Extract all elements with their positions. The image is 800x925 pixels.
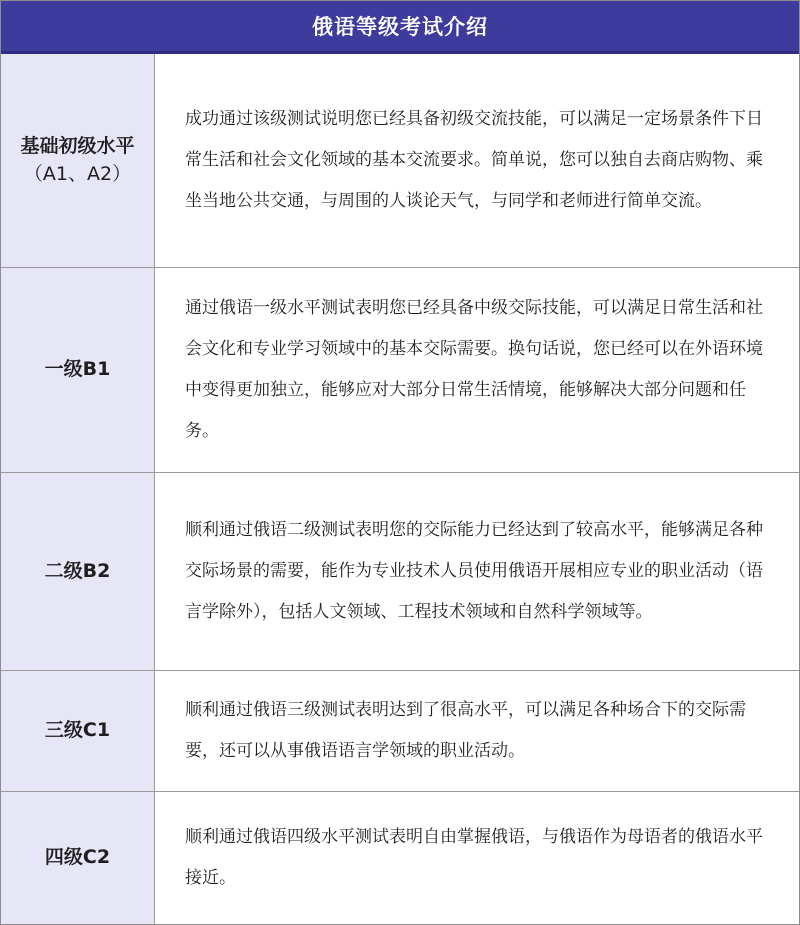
level-cell xyxy=(1,671,155,791)
level-description: 顺利通过俄语二级测试表明您的交际能力已经达到了较高水平，能够满足各种交际场景的需要，能作为专业技术人员使用俄语开展相应专业的职业活动（语言学除外），包括人文领域、工程技术领域和自然科学领域等。 xyxy=(185,520,763,622)
description-cell xyxy=(155,268,799,472)
level-label: 四级C2 xyxy=(44,846,111,869)
level-cell xyxy=(1,792,155,924)
level-sublabel: （A1、A2） xyxy=(23,162,132,185)
table-row-basic xyxy=(1,54,799,268)
description-cell xyxy=(155,54,799,267)
level-description: 成功通过该级测试说明您已经具备初级交流技能，可以满足一定场景条件下日常生活和社会文化领域的基本交流要求。简单说，您可以独自去商店购物、乘坐当地公共交通，与周围的人谈论天气，与同学和老师进行简单交流。 xyxy=(185,109,763,211)
description-cell xyxy=(155,792,799,924)
level-cell xyxy=(1,473,155,670)
level-cell xyxy=(1,268,155,472)
level-label: 基础初级水平 xyxy=(20,134,135,157)
table-row-b2 xyxy=(1,473,799,671)
levels-table xyxy=(1,54,799,924)
table-row-c2 xyxy=(1,792,799,924)
table-title: 俄语等级考试介绍 xyxy=(1,1,799,54)
level-label: 二级B2 xyxy=(44,559,111,582)
description-cell xyxy=(155,473,799,670)
level-description: 顺利通过俄语三级测试表明达到了很高水平，可以满足各种场合下的交际需要，还可以从事俄语语言学领域的职业活动。 xyxy=(185,700,746,761)
level-cell xyxy=(1,54,155,267)
table-row-b1 xyxy=(1,268,799,473)
level-label: 三级C1 xyxy=(44,719,111,742)
table-row-c1 xyxy=(1,671,799,792)
level-description: 顺利通过俄语四级水平测试表明自由掌握俄语，与俄语作为母语者的俄语水平接近。 xyxy=(185,827,763,888)
description-cell xyxy=(155,671,799,791)
level-description: 通过俄语一级水平测试表明您已经具备中级交际技能，可以满足日常生活和社会文化和专业学习领域中的基本交际需要。换句话说，您已经可以在外语环境中变得更加独立，能够应对大部分日常生活情境，能够解决大部分问题和任务。 xyxy=(185,298,763,441)
level-label: 一级B1 xyxy=(44,358,111,381)
